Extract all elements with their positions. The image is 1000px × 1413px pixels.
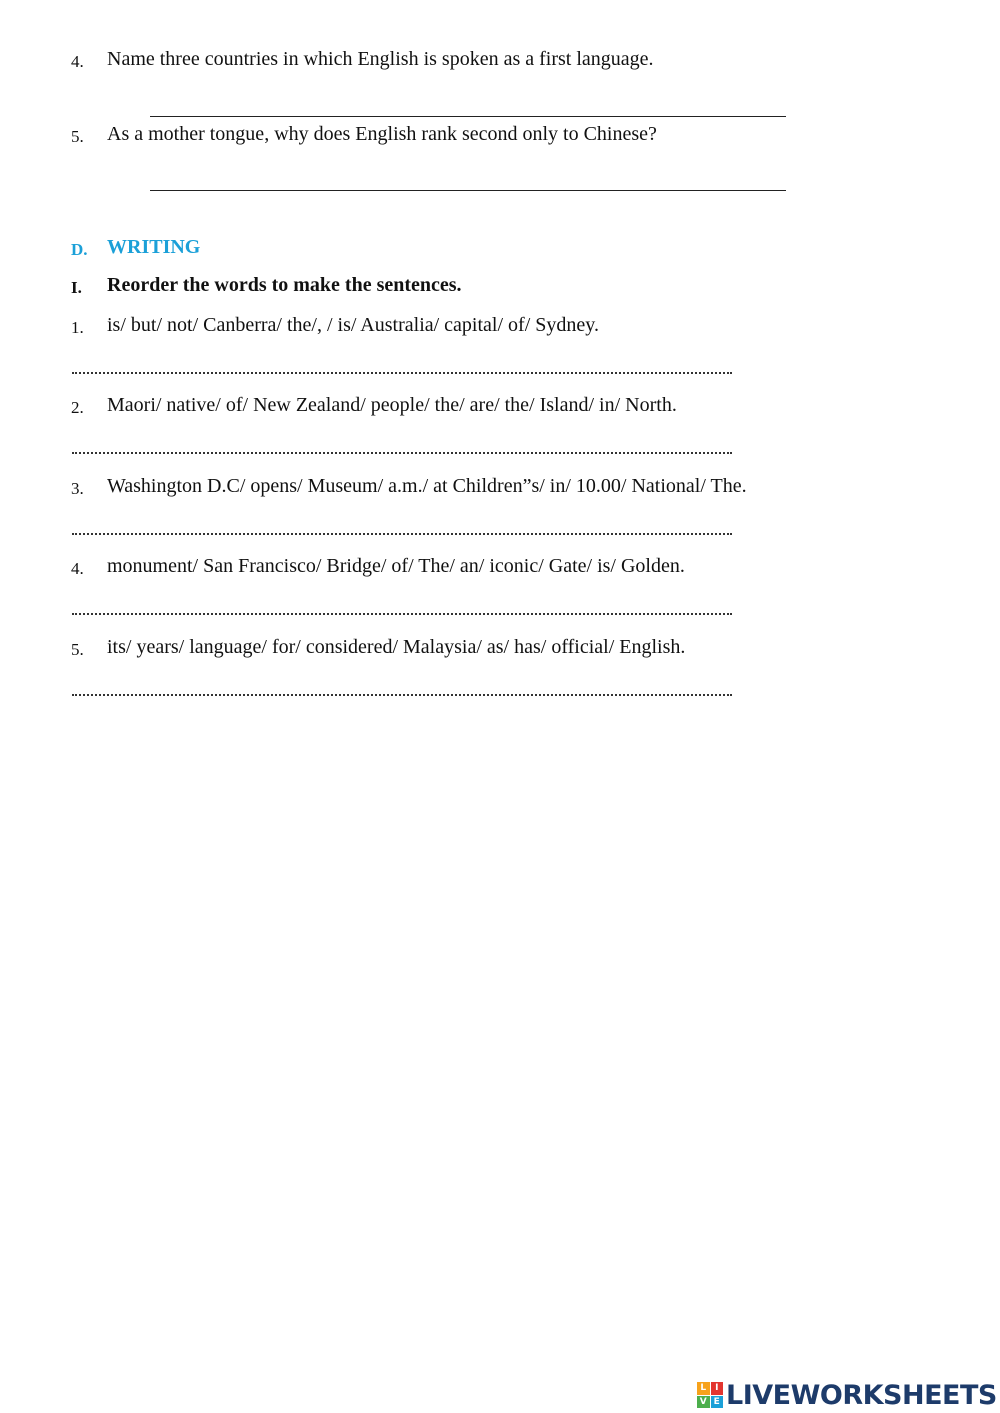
item-number: 3.: [71, 479, 84, 498]
part-number: I.: [71, 278, 82, 297]
logo-mark-icon: [697, 1382, 723, 1408]
item-text: its/ years/ language/ for/ considered/ Malaysia/ as/ has/ official/ English.: [107, 636, 686, 658]
item-text: monument/ San Francisco/ Bridge/ of/ The/ an/ iconic/ Gate/ is/ Golden.: [107, 555, 685, 577]
answer-line[interactable]: [150, 190, 786, 191]
item-number: 5.: [71, 640, 84, 659]
logo-mark-cell: I: [711, 1382, 724, 1395]
answer-line[interactable]: [150, 116, 786, 117]
item-text: Washington D.C/ opens/ Museum/ a.m./ at Children”s/ in/ 10.00/ National/ The.: [107, 475, 747, 497]
dotted-answer-line[interactable]: [72, 533, 732, 535]
dotted-answer-line[interactable]: [72, 694, 732, 696]
item-text: Maori/ native/ of/ New Zealand/ people/ the/ are/ the/ Island/ in/ North.: [107, 394, 677, 416]
item-number: 1.: [71, 318, 84, 337]
item-number: 4.: [71, 559, 84, 578]
question-text: As a mother tongue, why does English rank second only to Chinese?: [107, 123, 657, 145]
item-text: is/ but/ not/ Canberra/ the/, / is/ Australia/ capital/ of/ Sydney.: [107, 314, 599, 336]
dotted-answer-line[interactable]: [72, 372, 732, 374]
dotted-answer-line[interactable]: [72, 613, 732, 615]
section-letter: D.: [71, 240, 88, 259]
part-instruction: Reorder the words to make the sentences.: [107, 274, 462, 296]
question-text: Name three countries in which English is spoken as a first language.: [107, 48, 654, 70]
logo-mark-cell: V: [697, 1396, 710, 1409]
dotted-answer-line[interactable]: [72, 452, 732, 454]
logo-mark-cell: L: [697, 1382, 710, 1395]
question-number: 5.: [71, 127, 84, 146]
logo-text: LIVEWORKSHEETS: [726, 1379, 997, 1411]
logo-mark-cell: E: [711, 1396, 724, 1409]
liveworksheets-logo: [697, 1378, 997, 1412]
section-title: WRITING: [107, 236, 201, 258]
question-number: 4.: [71, 52, 84, 71]
item-number: 2.: [71, 398, 84, 417]
